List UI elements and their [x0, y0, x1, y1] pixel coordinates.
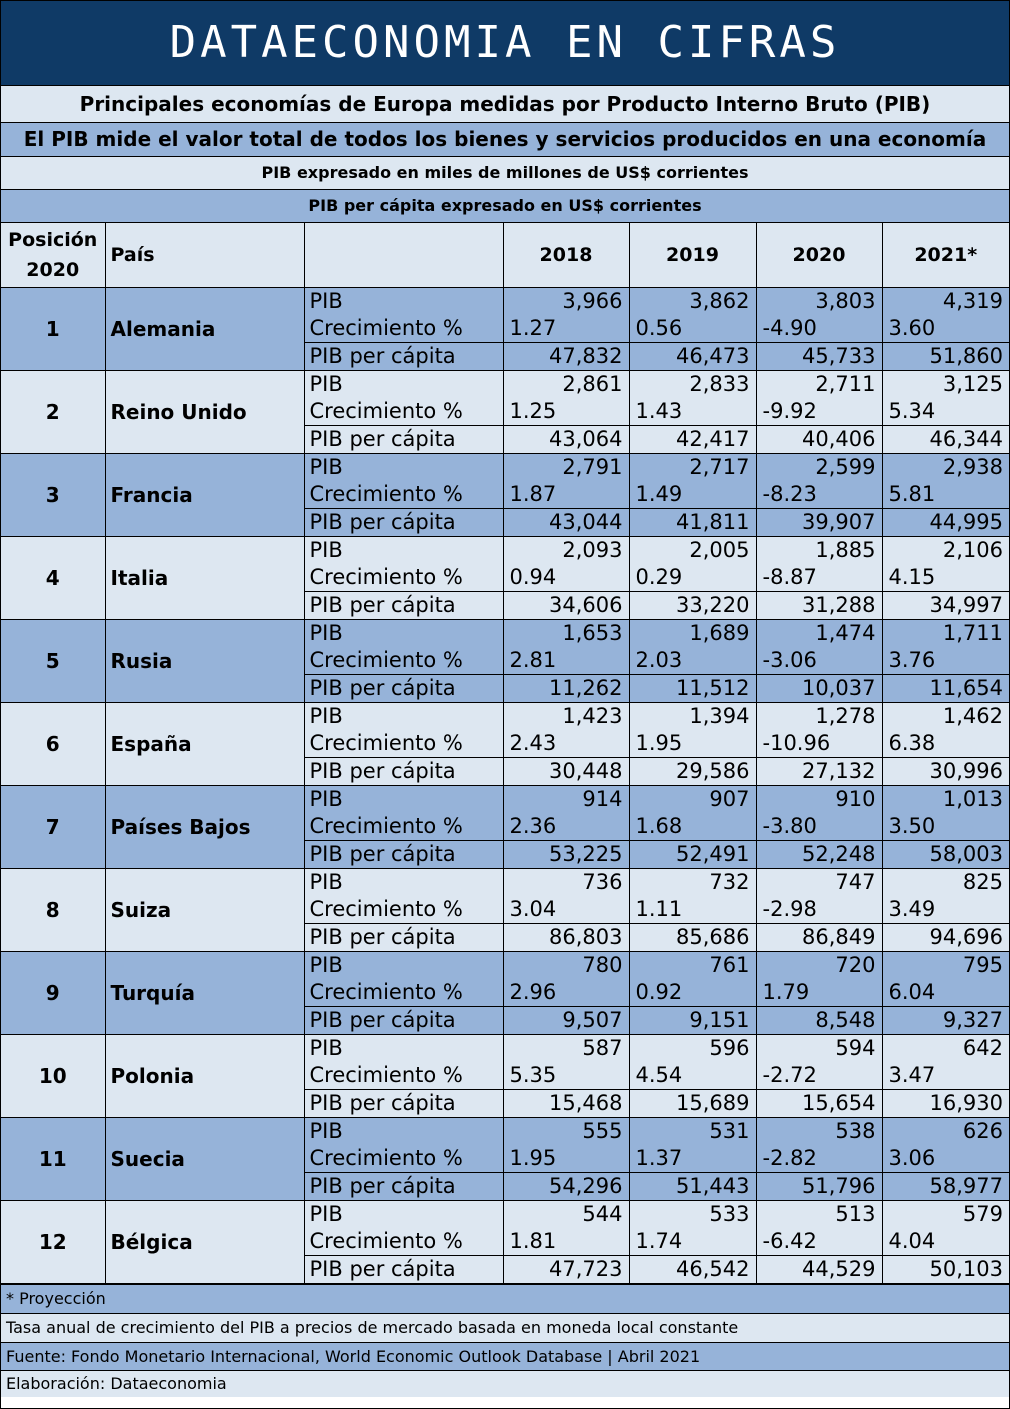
metric-label: Crecimiento % [304, 315, 503, 343]
value-cell: 720 [756, 952, 882, 980]
country-name: Rusia [105, 620, 304, 703]
value-cell: 1.27 [503, 315, 629, 343]
metric-label: Crecimiento % [304, 647, 503, 675]
value-cell: 2,711 [756, 371, 882, 399]
value-cell: 85,686 [629, 924, 756, 952]
value-cell: 2,005 [629, 537, 756, 565]
value-cell: 9,327 [882, 1007, 1009, 1035]
country-name: Bélgica [105, 1201, 304, 1284]
value-cell: 531 [629, 1118, 756, 1146]
year-header: 2018 [503, 223, 629, 288]
table-row [1, 454, 1009, 482]
position-header-line2: 2020 [26, 259, 80, 281]
value-cell: 34,997 [882, 592, 1009, 620]
value-cell: 538 [756, 1118, 882, 1146]
value-cell: 1.11 [629, 896, 756, 924]
metric-label: PIB [304, 537, 503, 565]
value-cell: 44,529 [756, 1256, 882, 1284]
value-cell: 3.60 [882, 315, 1009, 343]
value-cell: 3,966 [503, 288, 629, 316]
value-cell: 9,507 [503, 1007, 629, 1035]
value-cell: 1.95 [503, 1145, 629, 1173]
value-cell: -8.23 [756, 481, 882, 509]
year-header: 2020 [756, 223, 882, 288]
position-cell: 3 [1, 454, 105, 537]
value-cell: 53,225 [503, 841, 629, 869]
metric-label: PIB per cápita [304, 1090, 503, 1118]
value-cell: 579 [882, 1201, 1009, 1229]
value-cell: 46,473 [629, 343, 756, 371]
position-cell: 10 [1, 1035, 105, 1118]
value-cell: 1,885 [756, 537, 882, 565]
value-cell: -3.06 [756, 647, 882, 675]
value-cell: 11,512 [629, 675, 756, 703]
value-cell: 54,296 [503, 1173, 629, 1201]
metric-label: Crecimiento % [304, 1145, 503, 1173]
value-cell: 8,548 [756, 1007, 882, 1035]
metric-label: PIB per cápita [304, 924, 503, 952]
value-cell: 761 [629, 952, 756, 980]
value-cell: 544 [503, 1201, 629, 1229]
value-cell: 4,319 [882, 288, 1009, 316]
country-name: Turquía [105, 952, 304, 1035]
value-cell: 1,711 [882, 620, 1009, 648]
position-cell: 4 [1, 537, 105, 620]
value-cell: 1.43 [629, 398, 756, 426]
metric-label: PIB [304, 786, 503, 814]
value-cell: 3,862 [629, 288, 756, 316]
value-cell: 1.49 [629, 481, 756, 509]
country-name: Polonia [105, 1035, 304, 1118]
metric-label: PIB per cápita [304, 841, 503, 869]
value-cell: 86,849 [756, 924, 882, 952]
position-header [1, 223, 105, 288]
country-name: Países Bajos [105, 786, 304, 869]
metric-label: PIB [304, 454, 503, 482]
metric-label: PIB per cápita [304, 592, 503, 620]
table-row [1, 620, 1009, 648]
value-cell: 58,977 [882, 1173, 1009, 1201]
value-cell: 910 [756, 786, 882, 814]
value-cell: 46,344 [882, 426, 1009, 454]
value-cell: 3,125 [882, 371, 1009, 399]
value-cell: 6.04 [882, 979, 1009, 1007]
metric-label: PIB [304, 371, 503, 399]
value-cell: 15,468 [503, 1090, 629, 1118]
value-cell: 3.49 [882, 896, 1009, 924]
value-cell: 10,037 [756, 675, 882, 703]
value-cell: 39,907 [756, 509, 882, 537]
value-cell: 45,733 [756, 343, 882, 371]
metric-label: PIB [304, 1201, 503, 1229]
value-cell: 2.03 [629, 647, 756, 675]
value-cell: 1.25 [503, 398, 629, 426]
value-cell: 732 [629, 869, 756, 897]
value-cell: 1,278 [756, 703, 882, 731]
value-cell: 2.96 [503, 979, 629, 1007]
value-cell: 44,995 [882, 509, 1009, 537]
value-cell: 1,423 [503, 703, 629, 731]
value-cell: 2,717 [629, 454, 756, 482]
value-cell: 47,832 [503, 343, 629, 371]
country-name: España [105, 703, 304, 786]
value-cell: 1,689 [629, 620, 756, 648]
metric-label: Crecimiento % [304, 813, 503, 841]
position-cell: 5 [1, 620, 105, 703]
table-row [1, 1201, 1009, 1229]
position-cell: 8 [1, 869, 105, 952]
value-cell: 51,796 [756, 1173, 882, 1201]
value-cell: -9.92 [756, 398, 882, 426]
value-cell: 2,599 [756, 454, 882, 482]
value-cell: 1.81 [503, 1228, 629, 1256]
value-cell: -10.96 [756, 730, 882, 758]
year-header: 2019 [629, 223, 756, 288]
value-cell: 1.68 [629, 813, 756, 841]
value-cell: 1,394 [629, 703, 756, 731]
value-cell: 6.38 [882, 730, 1009, 758]
value-cell: 15,689 [629, 1090, 756, 1118]
value-cell: 2,106 [882, 537, 1009, 565]
value-cell: 0.92 [629, 979, 756, 1007]
value-cell: 5.35 [503, 1062, 629, 1090]
position-cell: 6 [1, 703, 105, 786]
value-cell: -4.90 [756, 315, 882, 343]
position-cell: 12 [1, 1201, 105, 1284]
value-cell: 642 [882, 1035, 1009, 1063]
value-cell: 4.54 [629, 1062, 756, 1090]
value-cell: 2.36 [503, 813, 629, 841]
metric-label: PIB per cápita [304, 675, 503, 703]
metric-label: PIB [304, 1118, 503, 1146]
table-row [1, 952, 1009, 980]
value-cell: 51,860 [882, 343, 1009, 371]
value-cell: 1.87 [503, 481, 629, 509]
value-cell: 86,803 [503, 924, 629, 952]
value-cell: 2,791 [503, 454, 629, 482]
value-cell: 5.34 [882, 398, 1009, 426]
metric-label: Crecimiento % [304, 979, 503, 1007]
country-name: Francia [105, 454, 304, 537]
country-name: Italia [105, 537, 304, 620]
value-cell: 11,654 [882, 675, 1009, 703]
country-name: Reino Unido [105, 371, 304, 454]
value-cell: 50,103 [882, 1256, 1009, 1284]
value-cell: 46,542 [629, 1256, 756, 1284]
value-cell: 11,262 [503, 675, 629, 703]
value-cell: 2,938 [882, 454, 1009, 482]
value-cell: 29,586 [629, 758, 756, 786]
value-cell: 58,003 [882, 841, 1009, 869]
value-cell: -2.82 [756, 1145, 882, 1173]
metric-label: PIB [304, 620, 503, 648]
value-cell: 5.81 [882, 481, 1009, 509]
position-header-line1: Posición [8, 229, 98, 251]
value-cell: 2,093 [503, 537, 629, 565]
table-row [1, 371, 1009, 399]
value-cell: 52,248 [756, 841, 882, 869]
value-cell: 40,406 [756, 426, 882, 454]
value-cell: 3.06 [882, 1145, 1009, 1173]
metric-label: Crecimiento % [304, 730, 503, 758]
value-cell: 43,044 [503, 509, 629, 537]
value-cell: 533 [629, 1201, 756, 1229]
definition-line: El PIB mide el valor total de todos los bienes y servicios producidos en una economía [1, 123, 1009, 157]
value-cell: 33,220 [629, 592, 756, 620]
value-cell: 1.79 [756, 979, 882, 1007]
unit-pc-line: PIB per cápita expresado en US$ corrientes [1, 190, 1009, 223]
table-row [1, 288, 1009, 316]
unit-pib-line: PIB expresado en miles de millones de US$ corrientes [1, 157, 1009, 190]
value-cell: -6.42 [756, 1228, 882, 1256]
year-header: 2021* [882, 223, 1009, 288]
value-cell: 555 [503, 1118, 629, 1146]
value-cell: 52,491 [629, 841, 756, 869]
value-cell: 1,013 [882, 786, 1009, 814]
metric-label: Crecimiento % [304, 398, 503, 426]
value-cell: 16,930 [882, 1090, 1009, 1118]
value-cell: 795 [882, 952, 1009, 980]
position-cell: 1 [1, 288, 105, 371]
table-row [1, 869, 1009, 897]
table-row [1, 786, 1009, 814]
position-cell: 2 [1, 371, 105, 454]
value-cell: 3.47 [882, 1062, 1009, 1090]
value-cell: 3.50 [882, 813, 1009, 841]
value-cell: 4.15 [882, 564, 1009, 592]
gdp-table [1, 223, 1009, 1284]
country-name: Suecia [105, 1118, 304, 1201]
value-cell: 47,723 [503, 1256, 629, 1284]
value-cell: 587 [503, 1035, 629, 1063]
banner-title: DATAECONOMIA EN CIFRAS [1, 1, 1009, 86]
footnote-source: Fuente: Fondo Monetario Internacional, World Economic Outlook Database | Abril 2021 [1, 1342, 1009, 1370]
country-header: País [105, 223, 304, 288]
value-cell: 34,606 [503, 592, 629, 620]
metric-label: Crecimiento % [304, 1062, 503, 1090]
metric-label: PIB per cápita [304, 343, 503, 371]
metric-header [304, 223, 503, 288]
country-name: Alemania [105, 288, 304, 371]
value-cell: 596 [629, 1035, 756, 1063]
value-cell: 825 [882, 869, 1009, 897]
value-cell: 1.74 [629, 1228, 756, 1256]
table-row [1, 1035, 1009, 1063]
table-row [1, 1118, 1009, 1146]
position-cell: 7 [1, 786, 105, 869]
value-cell: 907 [629, 786, 756, 814]
value-cell: 43,064 [503, 426, 629, 454]
value-cell: 1.37 [629, 1145, 756, 1173]
footnote-growth: Tasa anual de crecimiento del PIB a precios de mercado basada en moneda local constante [1, 1313, 1009, 1342]
metric-label: Crecimiento % [304, 564, 503, 592]
metric-label: PIB [304, 869, 503, 897]
value-cell: 2.81 [503, 647, 629, 675]
value-cell: 736 [503, 869, 629, 897]
value-cell: 27,132 [756, 758, 882, 786]
value-cell: 2,861 [503, 371, 629, 399]
footnote-credit: Elaboración: Dataeconomia [1, 1370, 1009, 1397]
value-cell: 513 [756, 1201, 882, 1229]
metric-label: PIB per cápita [304, 1173, 503, 1201]
table-body [1, 288, 1009, 1284]
value-cell: 1,462 [882, 703, 1009, 731]
footnote-projection: * Proyección [1, 1284, 1009, 1313]
value-cell: 94,696 [882, 924, 1009, 952]
value-cell: 2.43 [503, 730, 629, 758]
value-cell: 1,474 [756, 620, 882, 648]
value-cell: 30,448 [503, 758, 629, 786]
value-cell: 1,653 [503, 620, 629, 648]
value-cell: 41,811 [629, 509, 756, 537]
value-cell: 0.29 [629, 564, 756, 592]
value-cell: -2.98 [756, 896, 882, 924]
metric-label: Crecimiento % [304, 481, 503, 509]
value-cell: 626 [882, 1118, 1009, 1146]
value-cell: 15,654 [756, 1090, 882, 1118]
value-cell: 3.76 [882, 647, 1009, 675]
metric-label: PIB per cápita [304, 758, 503, 786]
metric-label: PIB per cápita [304, 1256, 503, 1284]
metric-label: Crecimiento % [304, 1228, 503, 1256]
value-cell: 0.56 [629, 315, 756, 343]
value-cell: 0.94 [503, 564, 629, 592]
metric-label: PIB [304, 1035, 503, 1063]
value-cell: 594 [756, 1035, 882, 1063]
value-cell: 2,833 [629, 371, 756, 399]
metric-label: PIB [304, 703, 503, 731]
metric-label: Crecimiento % [304, 896, 503, 924]
value-cell: 42,417 [629, 426, 756, 454]
metric-label: PIB per cápita [304, 1007, 503, 1035]
metric-label: PIB [304, 288, 503, 316]
value-cell: 1.95 [629, 730, 756, 758]
metric-label: PIB [304, 952, 503, 980]
value-cell: 780 [503, 952, 629, 980]
value-cell: 31,288 [756, 592, 882, 620]
table-row [1, 703, 1009, 731]
table-header-row [1, 223, 1009, 288]
country-name: Suiza [105, 869, 304, 952]
metric-label: PIB per cápita [304, 426, 503, 454]
table-row [1, 537, 1009, 565]
position-cell: 11 [1, 1118, 105, 1201]
value-cell: 4.04 [882, 1228, 1009, 1256]
value-cell: 3,803 [756, 288, 882, 316]
value-cell: 51,443 [629, 1173, 756, 1201]
metric-label: PIB per cápita [304, 509, 503, 537]
headline: Principales economías de Europa medidas por Producto Interno Bruto (PIB) [1, 86, 1009, 123]
value-cell: -3.80 [756, 813, 882, 841]
value-cell: -2.72 [756, 1062, 882, 1090]
value-cell: 747 [756, 869, 882, 897]
value-cell: 30,996 [882, 758, 1009, 786]
value-cell: 3.04 [503, 896, 629, 924]
value-cell: -8.87 [756, 564, 882, 592]
value-cell: 9,151 [629, 1007, 756, 1035]
value-cell: 914 [503, 786, 629, 814]
position-cell: 9 [1, 952, 105, 1035]
